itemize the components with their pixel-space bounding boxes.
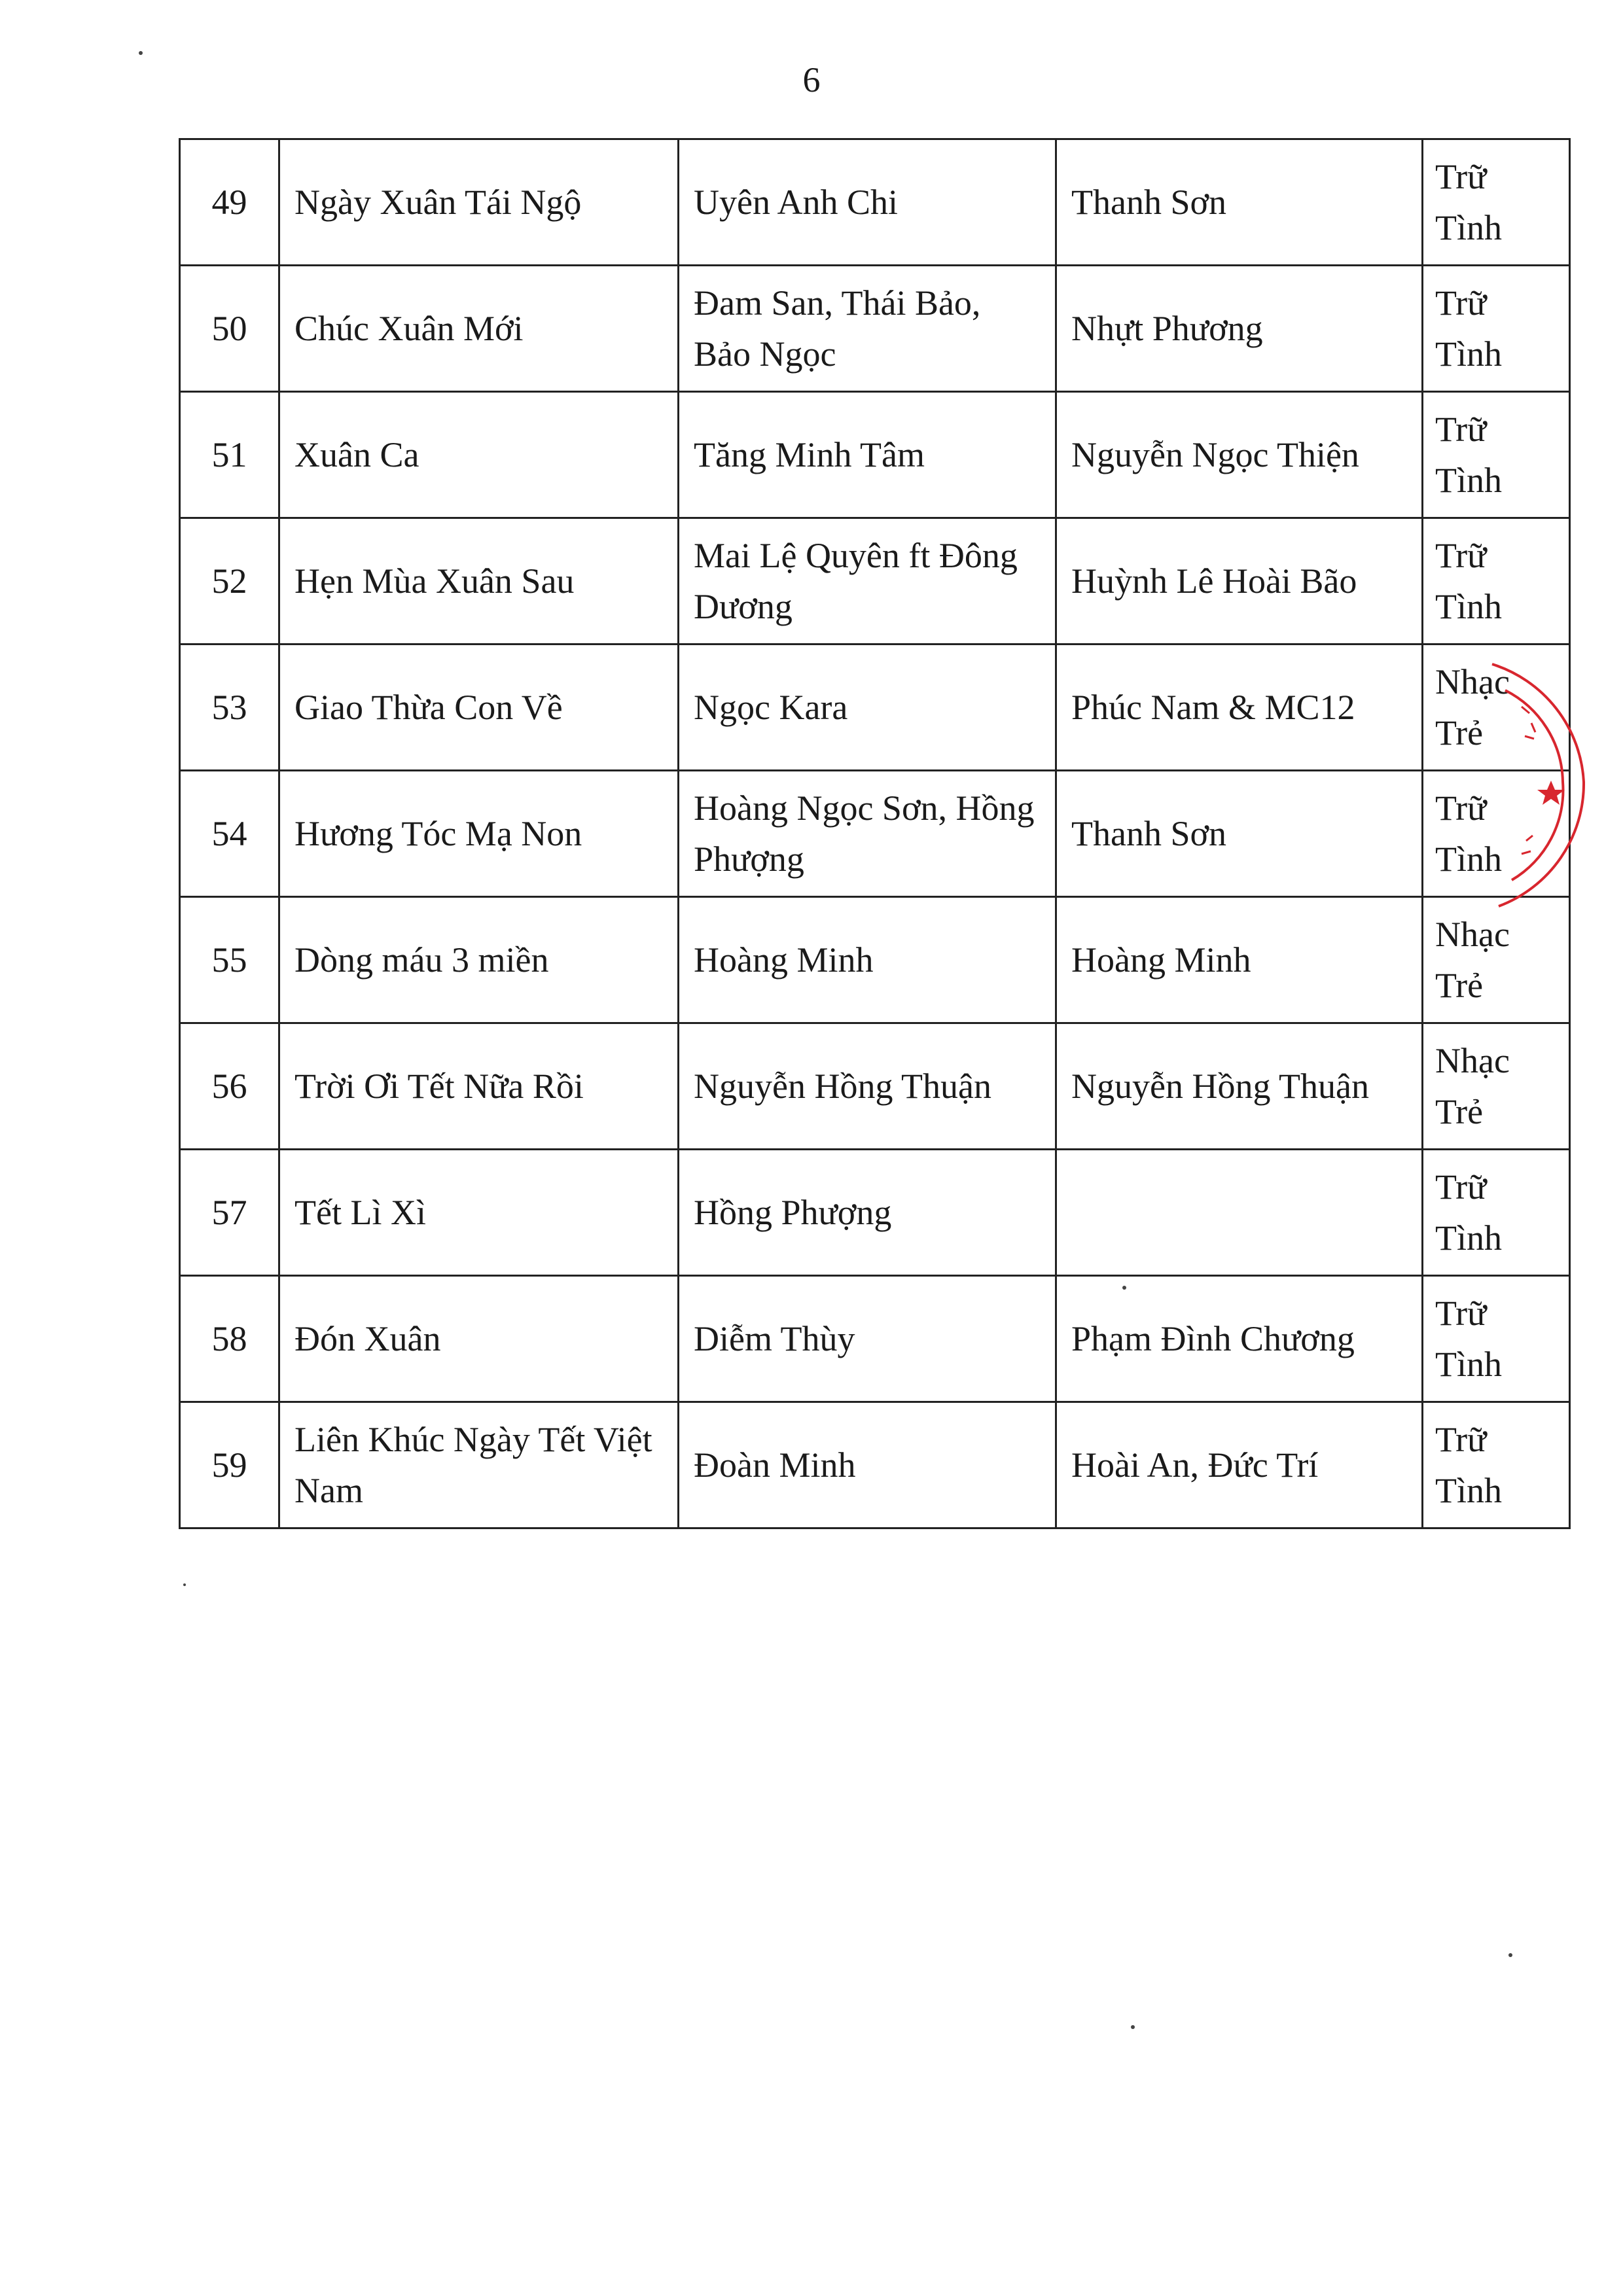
performer: Hoàng Minh bbox=[679, 897, 1056, 1023]
table-row bbox=[180, 771, 1570, 897]
table-row bbox=[180, 897, 1570, 1023]
composer: Nhựt Phương bbox=[1056, 266, 1423, 392]
song-title: Chúc Xuân Mới bbox=[279, 266, 679, 392]
row-number: 58 bbox=[180, 1276, 279, 1402]
table-row bbox=[180, 139, 1570, 266]
row-number: 55 bbox=[180, 897, 279, 1023]
row-number: 49 bbox=[180, 139, 279, 266]
genre-line: Trữ bbox=[1435, 536, 1487, 575]
genre-line: Trữ bbox=[1435, 788, 1487, 828]
performer: Hồng Phượng bbox=[679, 1150, 1056, 1276]
scan-speck bbox=[183, 1583, 186, 1586]
performer: Đam San, Thái Bảo, Bảo Ngọc bbox=[679, 266, 1056, 392]
row-number: 59 bbox=[180, 1402, 279, 1528]
genre bbox=[1423, 771, 1570, 897]
performer: Ngọc Kara bbox=[679, 645, 1056, 771]
performer: Diễm Thùy bbox=[679, 1276, 1056, 1402]
genre bbox=[1423, 1150, 1570, 1276]
composer: Phạm Đình Chương bbox=[1056, 1276, 1423, 1402]
composer: Hoàng Minh bbox=[1056, 897, 1423, 1023]
composer bbox=[1056, 1150, 1423, 1276]
song-title: Trời Ơi Tết Nữa Rồi bbox=[279, 1023, 679, 1150]
genre-line: Tình bbox=[1435, 587, 1502, 626]
composer: Huỳnh Lê Hoài Bão bbox=[1056, 518, 1423, 645]
composer: Thanh Sơn bbox=[1056, 771, 1423, 897]
composer: Hoài An, Đức Trí bbox=[1056, 1402, 1423, 1528]
table-row bbox=[180, 1402, 1570, 1528]
genre bbox=[1423, 392, 1570, 518]
genre bbox=[1423, 1023, 1570, 1150]
song-title: Hương Tóc Mạ Non bbox=[279, 771, 679, 897]
row-number: 54 bbox=[180, 771, 279, 897]
composer: Nguyễn Ngọc Thiện bbox=[1056, 392, 1423, 518]
genre bbox=[1423, 139, 1570, 266]
performer: Uyên Anh Chi bbox=[679, 139, 1056, 266]
song-title: Liên Khúc Ngày Tết Việt Nam bbox=[279, 1402, 679, 1528]
song-table bbox=[179, 138, 1571, 1529]
performer: Mai Lệ Quyên ft Đông Dương bbox=[679, 518, 1056, 645]
table-row bbox=[180, 392, 1570, 518]
genre-line: Nhạc bbox=[1435, 915, 1510, 954]
genre-line: Tình bbox=[1435, 461, 1502, 500]
composer: Thanh Sơn bbox=[1056, 139, 1423, 266]
row-number: 57 bbox=[180, 1150, 279, 1276]
genre-line: Tình bbox=[1435, 1345, 1502, 1384]
table-row bbox=[180, 645, 1570, 771]
genre-line: Trẻ bbox=[1435, 1092, 1484, 1131]
song-title: Dòng máu 3 miền bbox=[279, 897, 679, 1023]
composer: Phúc Nam & MC12 bbox=[1056, 645, 1423, 771]
genre bbox=[1423, 1276, 1570, 1402]
row-number: 51 bbox=[180, 392, 279, 518]
genre bbox=[1423, 1402, 1570, 1528]
song-title: Đón Xuân bbox=[279, 1276, 679, 1402]
row-number: 52 bbox=[180, 518, 279, 645]
table-row bbox=[180, 1023, 1570, 1150]
genre-line: Tình bbox=[1435, 1471, 1502, 1510]
genre-line: Trữ bbox=[1435, 410, 1487, 449]
genre-line: Trẻ bbox=[1435, 966, 1484, 1005]
genre-line: Tình bbox=[1435, 208, 1502, 247]
song-title: Giao Thừa Con Về bbox=[279, 645, 679, 771]
row-number: 53 bbox=[180, 645, 279, 771]
genre bbox=[1423, 518, 1570, 645]
genre-line: Nhạc bbox=[1435, 662, 1510, 701]
performer: Tăng Minh Tâm bbox=[679, 392, 1056, 518]
row-number: 50 bbox=[180, 266, 279, 392]
genre-line: Trữ bbox=[1435, 1294, 1487, 1333]
song-title: Ngày Xuân Tái Ngộ bbox=[279, 139, 679, 266]
genre-line: Tình bbox=[1435, 1218, 1502, 1258]
table-row bbox=[180, 518, 1570, 645]
performer: Hoàng Ngọc Sơn, Hồng Phượng bbox=[679, 771, 1056, 897]
genre-line: Trữ bbox=[1435, 1420, 1487, 1459]
performer: Nguyễn Hồng Thuận bbox=[679, 1023, 1056, 1150]
genre bbox=[1423, 266, 1570, 392]
genre-line: Trữ bbox=[1435, 283, 1487, 323]
genre-line: Nhạc bbox=[1435, 1041, 1510, 1080]
scan-speck bbox=[1122, 1286, 1126, 1290]
performer: Đoàn Minh bbox=[679, 1402, 1056, 1528]
row-number: 56 bbox=[180, 1023, 279, 1150]
scan-speck bbox=[1131, 2025, 1135, 2029]
genre-line: Tình bbox=[1435, 839, 1502, 879]
song-title: Tết Lì Xì bbox=[279, 1150, 679, 1276]
page-number: 6 bbox=[802, 60, 821, 99]
song-title: Hẹn Mùa Xuân Sau bbox=[279, 518, 679, 645]
song-title: Xuân Ca bbox=[279, 392, 679, 518]
table-row bbox=[180, 1276, 1570, 1402]
table-row bbox=[180, 266, 1570, 392]
genre-line: Tình bbox=[1435, 334, 1502, 374]
scan-speck bbox=[1508, 1953, 1512, 1957]
table-body bbox=[180, 139, 1570, 1528]
genre-line: Trẻ bbox=[1435, 713, 1484, 752]
genre-line: Trữ bbox=[1435, 1167, 1487, 1207]
composer: Nguyễn Hồng Thuận bbox=[1056, 1023, 1423, 1150]
table-row bbox=[180, 1150, 1570, 1276]
scan-speck bbox=[139, 51, 143, 55]
genre bbox=[1423, 897, 1570, 1023]
genre bbox=[1423, 645, 1570, 771]
genre-line: Trữ bbox=[1435, 157, 1487, 196]
